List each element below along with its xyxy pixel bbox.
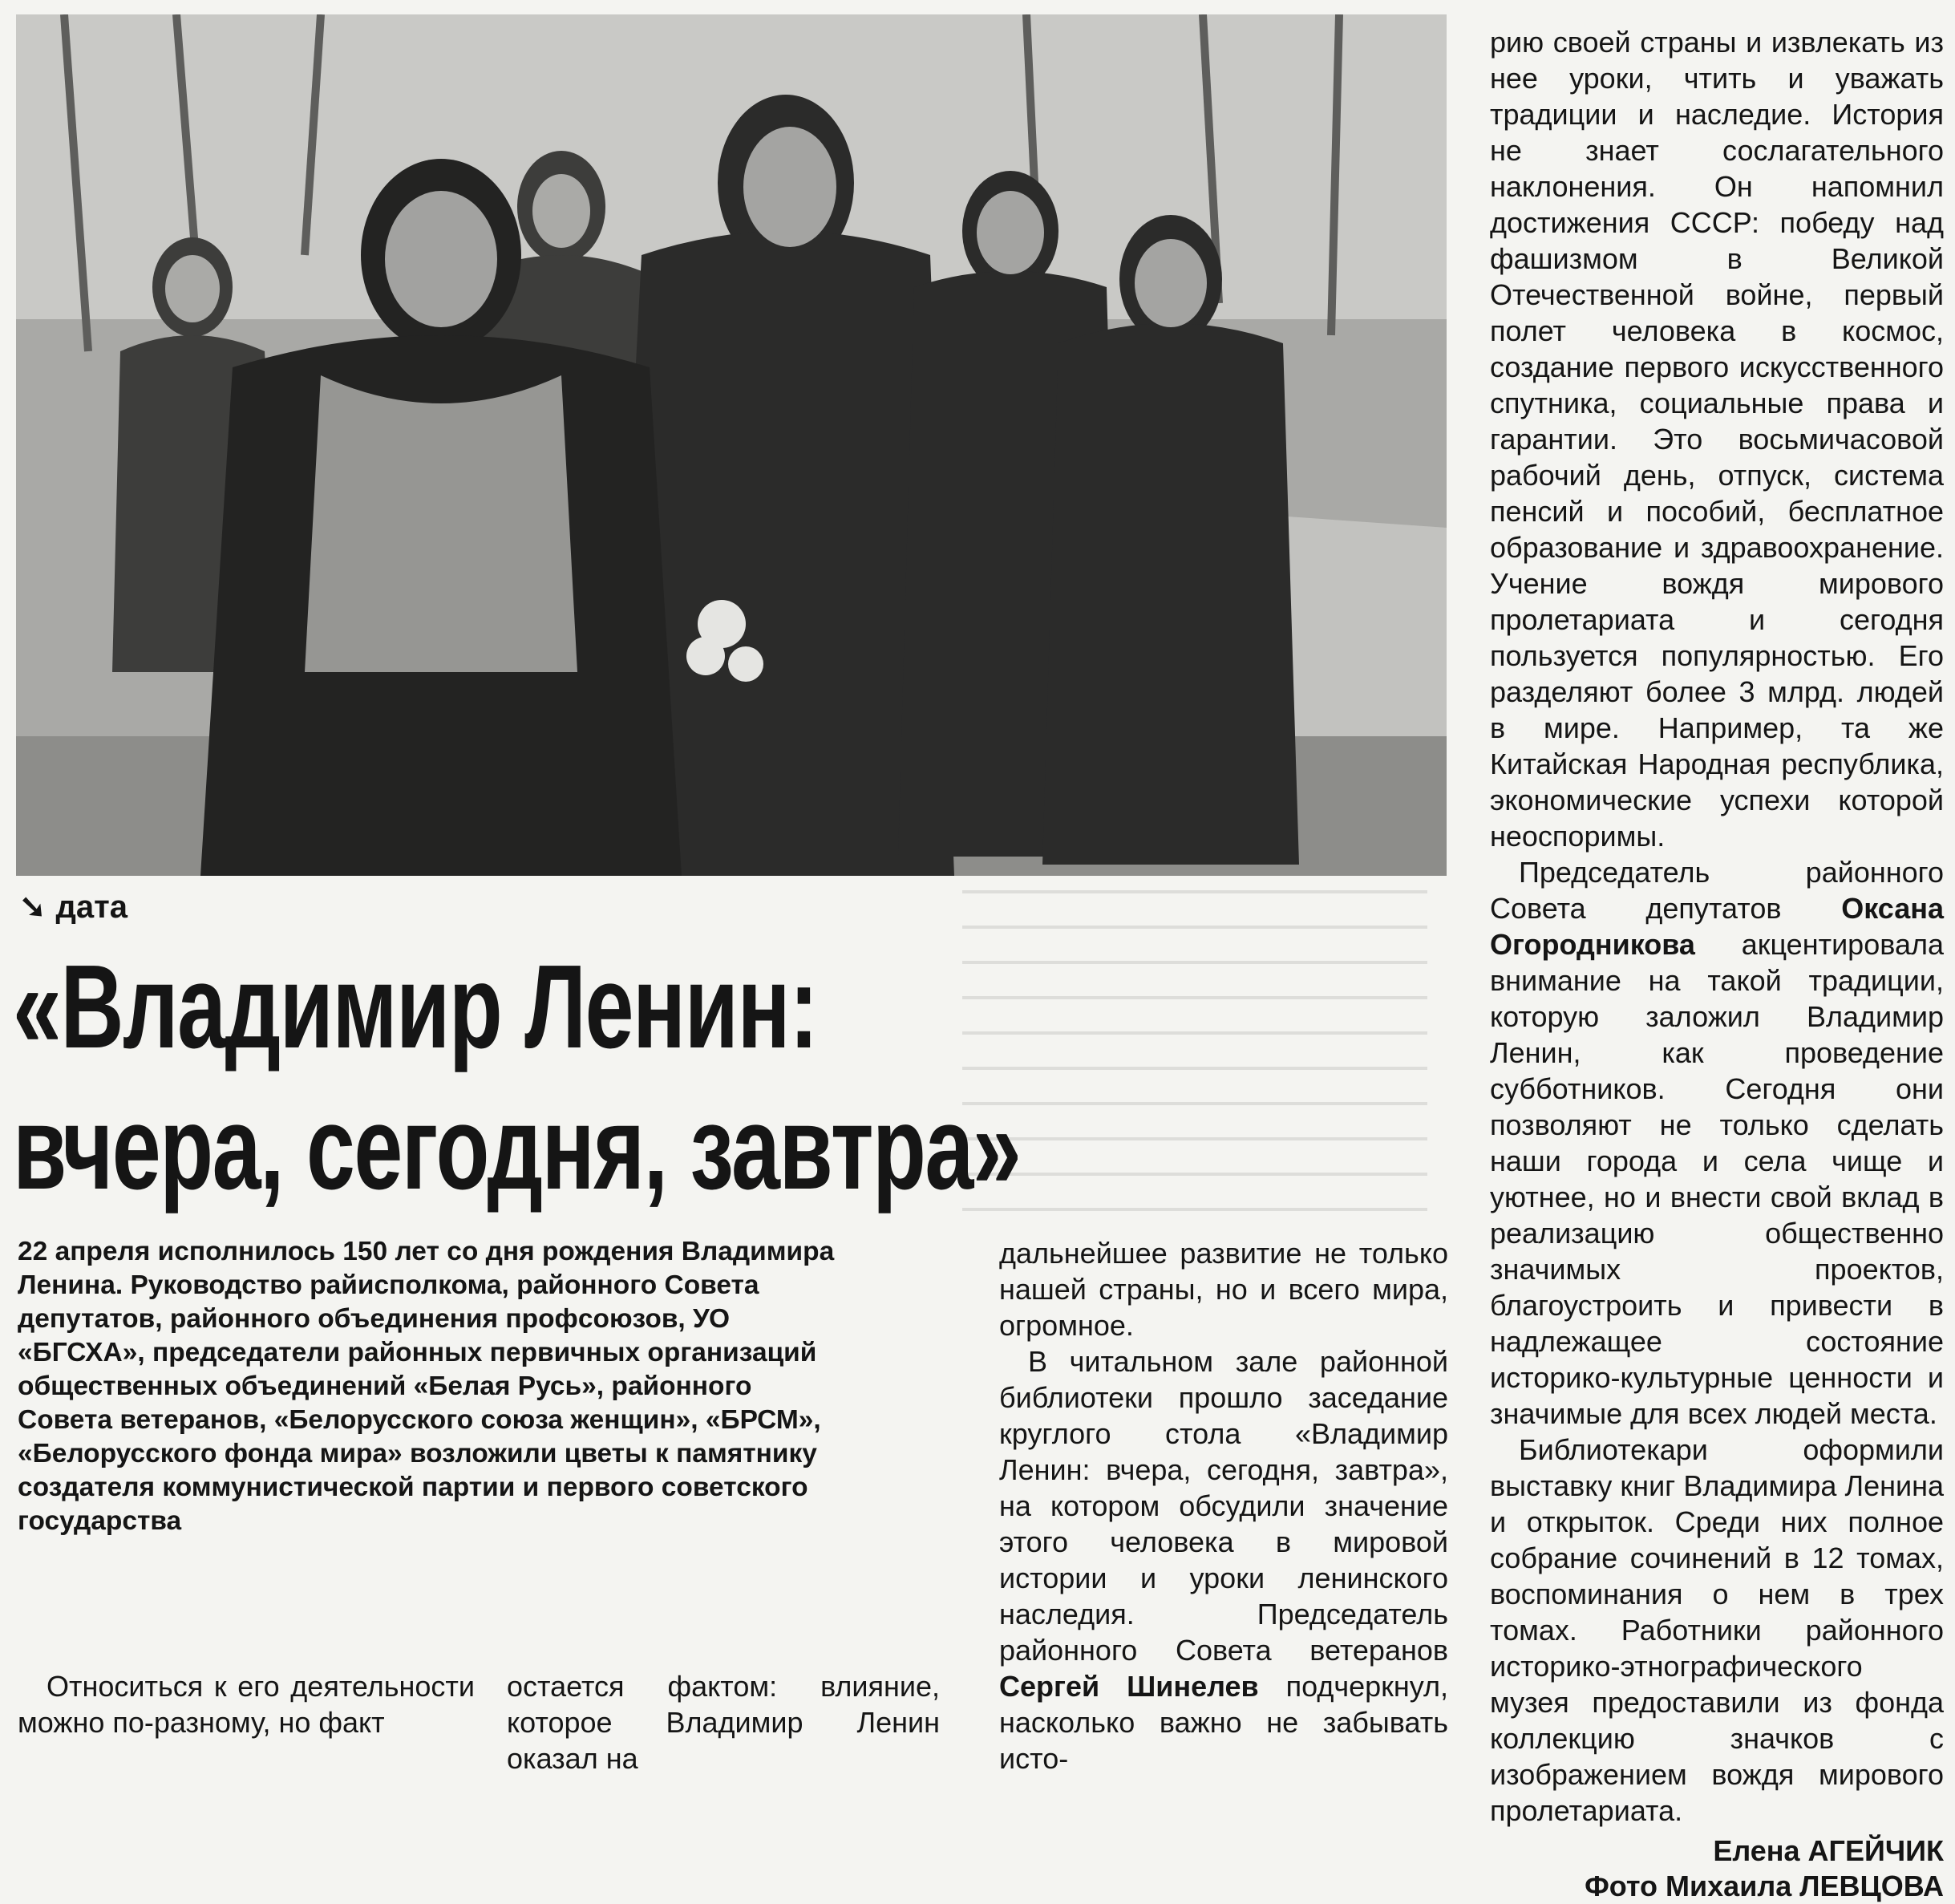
person-name: Сергей Шинелев bbox=[999, 1670, 1259, 1703]
column-3 bbox=[999, 1235, 1448, 1776]
author-name: Елена АГЕЙЧИК bbox=[1713, 1834, 1944, 1867]
arrow-down-right-icon: ➘ bbox=[19, 889, 47, 925]
column-1-paragraph: Относиться к его деятельности можно по-разному, но факт bbox=[18, 1670, 475, 1739]
headline bbox=[13, 937, 1034, 1219]
text-run: подчеркнул, насколько важно не забывать исто- bbox=[999, 1670, 1448, 1775]
text-run: В читальном зале районной библиотеки прошло заседание круглого стола «Владимир Ленин: вчера, сегодня, завтра», на котором обсудили значение этого человека в мировой истории и уроки ленинского наследия. Председатель районного Совета ветеранов bbox=[999, 1345, 1448, 1667]
rubric bbox=[19, 889, 128, 926]
column-3-paragraph-2 bbox=[999, 1343, 1448, 1776]
column-4 bbox=[1490, 24, 1944, 1904]
column-1 bbox=[18, 1668, 475, 1740]
lead-paragraph bbox=[18, 1235, 836, 1538]
person-name: Оксана Огородникова bbox=[1490, 892, 1944, 961]
text-run: акцентировала внимание на такой традиции, которую заложил Владимир Ленин, как проведение субботников. Сегодня они позволяют не только сделать наши города и села чище и уютнее, но и внести свой вклад в реализацию общественно значимых проектов, благоустроить и привести в надлежащее состояние историко-культурные ценности и значимые для всех людей места. bbox=[1490, 928, 1944, 1430]
column-4-paragraph-2 bbox=[1490, 854, 1944, 1432]
photo-credit: Фото Михаила ЛЕВЦОВА bbox=[1585, 1870, 1944, 1902]
headline-line-1: «Владимир Ленин: bbox=[13, 941, 818, 1073]
news-photo bbox=[16, 14, 1447, 876]
column-4-paragraph-1: рию своей страны и извлекать из нее уроки, чтить и уважать традиции и наследие. История не знает сослагательного наклонения. Он напомнил достижения СССР: победу над фашизмом в Великой Отечественной войне, первый полет человека в космос, создание первого искусственного спутника, социальные права и гарантии. Это восьмичасовой рабочий день, отпуск, система пенсий и пособий, бесплатное образование и здравоохранение. Учение вождя мирового пролетариата и сегодня пользуется популярностью. Его разделяют более 3 млрд. людей в мире. Например, та же Китайская Народная республика, экономические успехи которой неоспоримы. bbox=[1490, 26, 1944, 853]
column-2 bbox=[507, 1668, 940, 1776]
photo-illustration bbox=[16, 14, 1447, 876]
headline-line-2: вчера, сегодня, завтра» bbox=[13, 1082, 1021, 1214]
text-run: Председатель районного Совета депутатов bbox=[1490, 856, 1944, 925]
lead-text: 22 апреля исполнилось 150 лет со дня рождения Владимира Ленина. Руководство райисполкома, районного Совета депутатов, районного объединения профсоюзов, УО «БГСХА», председатели районных первичных организаций общественных объединений «Белая Русь», районного Совета ветеранов, «Белорусского союза женщин», «БРСМ», «Белорусского фонда мира» возложили цветы к памятнику создателя коммунистической партии и первого советского государства bbox=[18, 1237, 835, 1536]
column-2-paragraph: остается фактом: влияние, которое Владимир Ленин оказал на bbox=[507, 1670, 940, 1775]
rubric-label: дата bbox=[55, 889, 128, 925]
signature-block bbox=[1490, 1833, 1944, 1904]
column-4-paragraph-3: Библиотекари оформили выставку книг Владимира Ленина и открыток. Среди них полное собрание сочинений в 12 томах, воспоминания о нем в трех томах. Работники районного историко-этнографического музея предоставили из фонда коллекцию значков с изображением вождя мирового пролетариата. bbox=[1490, 1433, 1944, 1827]
column-3-paragraph-1: дальнейшее развитие не только нашей страны, но и всего мира, огромное. bbox=[999, 1237, 1448, 1342]
